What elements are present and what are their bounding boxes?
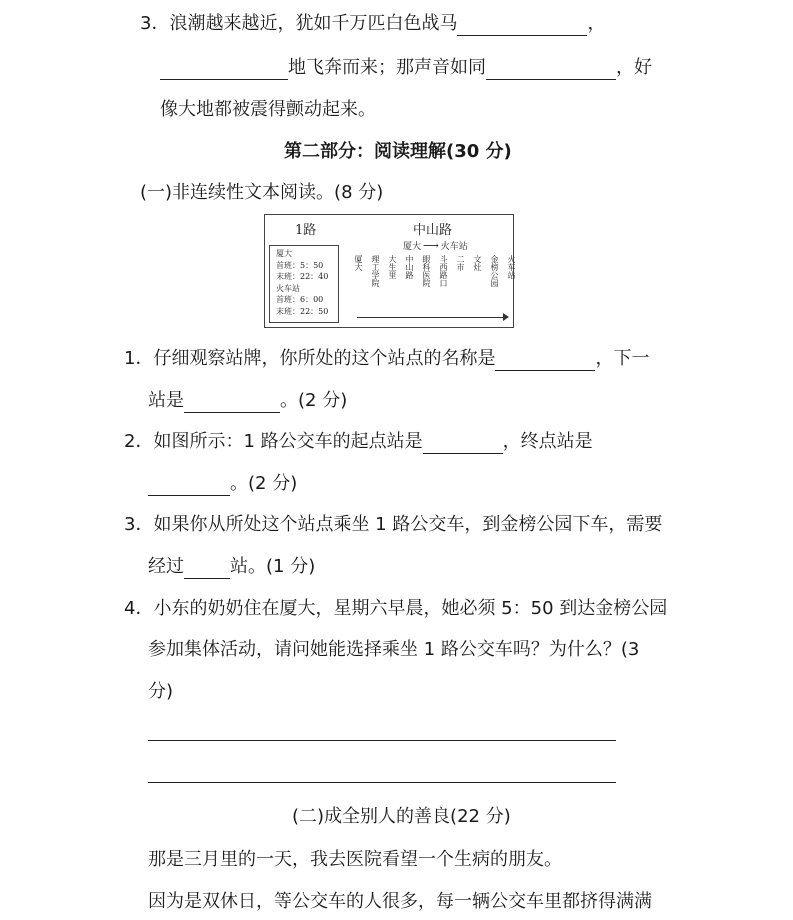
q1-line2-suffix: 。(2 分) — [280, 390, 348, 411]
q2-text: 2．如图所示：1 路公交车的起点站是 — [124, 431, 423, 452]
sign-direction-from: 厦大 — [403, 242, 422, 252]
q3-line2-middle: 地飞奔而来；那声音如同 — [288, 57, 486, 78]
schedule-line: 末班：22：40 — [276, 272, 329, 281]
q3-line1-suffix: ， — [587, 13, 606, 34]
answer-blank[interactable] — [184, 558, 230, 579]
station-name: 理工学院 — [371, 255, 380, 287]
passage-paragraph-1: 那是三月里的一天，我去医院看望一个生病的朋友。 — [148, 849, 562, 870]
q3-line2 — [160, 56, 652, 80]
answer-line[interactable] — [148, 740, 616, 741]
answer-blank[interactable] — [148, 475, 230, 496]
schedule-line: 首班：6：00 — [276, 295, 324, 304]
sign-direction — [403, 239, 468, 252]
section1-title: (一)非连续性文本阅读。(8 分) — [140, 182, 384, 203]
answer-blank[interactable] — [486, 59, 616, 80]
answer-blank[interactable] — [423, 433, 503, 454]
sign-road-name: 中山路 — [413, 223, 453, 238]
schedule-box — [269, 245, 339, 323]
answer-blank[interactable] — [160, 59, 288, 80]
q2-suffix: ，终点站是 — [502, 431, 593, 452]
schedule-line: 厦大 — [276, 249, 292, 258]
question-4-line1: 4．小东的奶奶住在厦大，星期六早晨，她必须 5：50 到达金榜公园 — [124, 598, 668, 619]
question-3-line1: 3．如果你从所处这个站点乘坐 1 路公交车，到金榜公园下车，需要 — [124, 514, 663, 535]
station-name: 文灶 — [473, 255, 482, 271]
question-1-line1 — [124, 347, 649, 371]
q2-line2-suffix: 。(2 分) — [230, 473, 298, 494]
station-name: 金榜公园 — [490, 255, 499, 287]
schedule-line: 火车站 — [276, 283, 300, 293]
q1-line2-text: 站是 — [148, 390, 184, 411]
q3-line1 — [140, 12, 605, 36]
station-name: 厦大 — [354, 255, 363, 271]
q1-text: 1．仔细观察站牌，你所处的这个站点的名称是 — [124, 348, 496, 369]
station-name: 大生里 — [388, 255, 397, 279]
sign-route-number: 1路 — [295, 223, 317, 238]
station-name: 眼科医院 — [422, 255, 431, 287]
bus-stop-sign — [264, 214, 514, 328]
schedule-line: 首班：5：50 — [276, 260, 324, 270]
answer-blank[interactable] — [184, 392, 280, 413]
station-name: 二市 — [456, 255, 465, 271]
question-2-line2 — [148, 472, 297, 496]
q3b-suffix: 站。(1 分) — [230, 556, 316, 577]
part2-heading: 第二部分：阅读理解(30 分) — [284, 141, 512, 162]
q3-line3: 像大地都被震得颤动起来。 — [160, 99, 376, 120]
station-name: 火车站 — [507, 255, 516, 279]
q1-suffix: ，下一 — [595, 348, 650, 369]
q3b-text: 经过 — [148, 556, 184, 577]
answer-blank[interactable] — [457, 15, 587, 36]
schedule-line: 末班：22：50 — [276, 306, 329, 316]
question-4-line2: 参加集体活动，请问她能选择乘坐 1 路公交车吗？为什么？(3 — [148, 639, 640, 660]
answer-line[interactable] — [148, 782, 616, 783]
sign-direction-to: 火车站 — [440, 242, 468, 252]
question-2-line1 — [124, 430, 593, 454]
question-1-line2 — [148, 389, 347, 413]
q3-line1-prefix: 3．浪潮越来越近，犹如千万匹白色战马 — [140, 13, 458, 34]
question-4-line3: 分) — [148, 681, 174, 702]
station-name: 斗西路口 — [439, 255, 448, 287]
answer-blank[interactable] — [495, 350, 595, 371]
passage-paragraph-2: 因为是双休日，等公交车的人很多，每一辆公交车里都挤得满满 — [148, 891, 652, 912]
route-arrow-head-icon — [503, 313, 509, 321]
arrow-right-icon: ⟶ — [423, 239, 439, 252]
q3-line2-suffix: ，好 — [616, 57, 652, 78]
section2-title: (二)成全别人的善良(22 分) — [292, 806, 511, 827]
question-3-line2 — [148, 555, 315, 579]
route-direction-line — [357, 317, 507, 318]
station-name: 中山路 — [405, 255, 414, 279]
